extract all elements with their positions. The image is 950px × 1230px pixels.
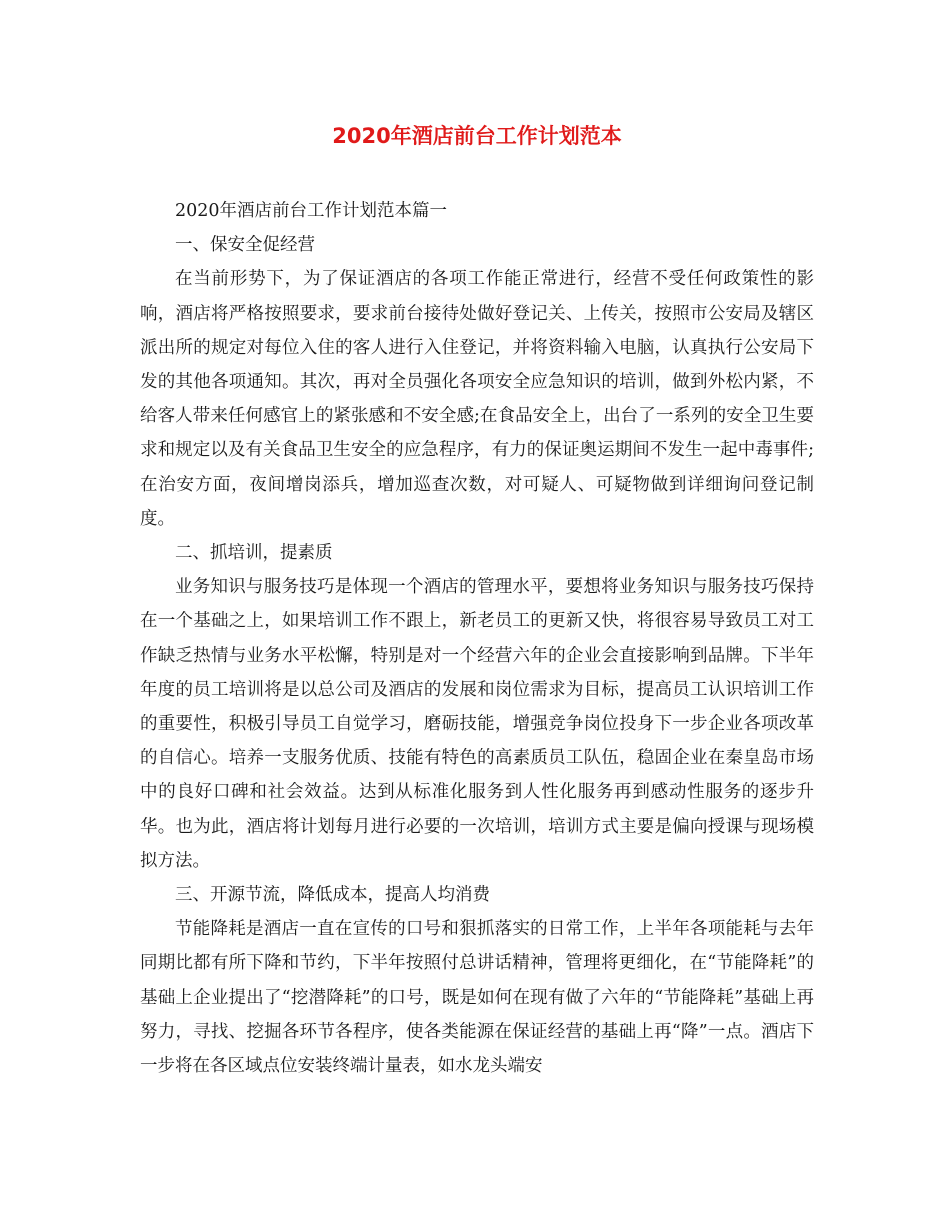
body-paragraph: 业务知识与服务技巧是体现一个酒店的管理水平，要想将业务知识与服务技巧保持在一个基础之上，如果培训工作不跟上，新老员工的更新又快，将很容易导致员工对工作缺乏热情与业务水平松懈，特别是对一个经营六年的企业会直接影响到品牌。下半年年度的员工培训将是以总公司及酒店的发展和岗位需求为目标，提高员工认识培训工作的重要性，积极引导员工自觉学习，磨砺技能，增强竞争岗位投身下一步企业各项改革的自信心。培养一支服务优质、技能有特色的高素质员工队伍，稳固企业在秦皇岛市场中的良好口碑和社会效益。达到从标准化服务到人性化服务再到感动性服务的逐步升华。也为此，酒店将计划每月进行必要的一次培训，培训方式主要是偏向授课与现场模拟方法。 xyxy=(140,577,814,871)
section-heading: 2020年酒店前台工作计划范本篇一 xyxy=(175,201,448,221)
document-body xyxy=(140,194,814,1083)
section-heading: 三、开源节流，降低成本，提高人均消费 xyxy=(175,885,490,906)
body-paragraph: 节能降耗是酒店一直在宣传的口号和狠抓落实的日常工作，上半年各项能耗与去年同期比都有所下降和节约，下半年按照付总讲话精神，管理将更细化，在“节能降耗”的基础上企业提出了“挖潜降耗”的口号，既是如何在现有做了六年的“节能降耗”基础上再努力，寻找、挖掘各环节各程序，使各类能源在保证经营的基础上再“降”一点。酒店下一步将在各区域点位安装终端计量表，如水龙头端安 xyxy=(140,919,814,1077)
document-title: 2020年酒店前台工作计划范本 xyxy=(332,124,622,148)
body-paragraph: 在当前形势下，为了保证酒店的各项工作能正常进行，经营不受任何政策性的影响，酒店将严格按照要求，要求前台接待处做好登记关、上传关，按照市公安局及辖区派出所的规定对每位入住的客人进行入住登记，并将资料输入电脑，认真执行公安局下发的其他各项通知。其次，再对全员强化各项安全应急知识的培训，做到外松内紧，不给客人带来任何感官上的紧张感和不安全感;在食品安全上，出台了一系列的安全卫生要求和规定以及有关食品卫生安全的应急程序，有力的保证奥运期间不发生一起中毒事件;在治安方面，夜间增岗添兵，增加巡查次数，对可疑人、可疑物做到详细询问登记制度。 xyxy=(140,269,814,529)
section-heading: 一、保安全促经营 xyxy=(175,235,315,256)
section-heading: 二、抓培训，提素质 xyxy=(175,543,333,564)
